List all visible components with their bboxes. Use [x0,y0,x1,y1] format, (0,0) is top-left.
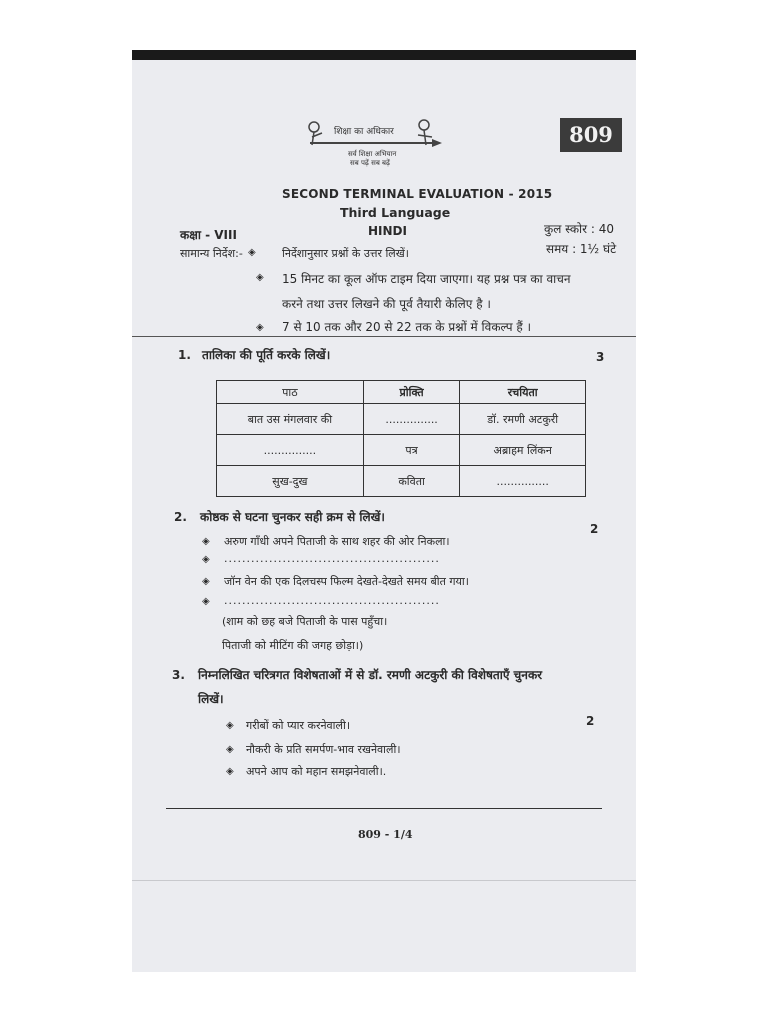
class-label: कक्षा - VIII [180,228,237,242]
instruction-item: करने तथा उत्तर लिखने की पूर्व तैयारी केलिए है । [282,297,491,311]
logo-slogan: शिक्षा का अधिकार [334,127,394,137]
bullet-icon: ◈ [226,766,234,777]
q3-item: गरीबों को प्यार करनेवाली। [246,719,350,732]
table-cell: कविता [363,466,460,497]
q2-options-line2: पिताजी को मीटिंग की जगह छोड़ा।) [222,639,364,652]
photographed-page [132,50,636,972]
footer-rule [166,808,602,809]
table-cell: ............... [460,466,586,497]
instruction-item: निर्देशानुसार प्रश्नों के उत्तर लिखें। [282,247,409,260]
bullet-icon: ◈ [226,744,234,755]
exam-sheet [132,60,636,972]
bullet-icon: ◈ [202,536,210,547]
logo-line2: सब पढ़ें सब बढ़ें [350,159,390,167]
time-allowed: समय : 1½ घंटे [546,242,617,256]
q3-text-line2: लिखें। [198,692,224,706]
table-row [217,404,586,435]
q3-item: नौकरी के प्रति समर्पण-भाव रखनेवाली। [246,743,401,756]
table-cell: ............... [363,404,460,435]
logo-line1: सर्व शिक्षा अभियान [348,150,397,158]
bullet-icon: ◈ [226,720,234,731]
instruction-item: 15 मिनट का कूल ऑफ टाइम दिया जाएगा। यह प्रश्न पत्र का वाचन [282,272,571,286]
table-cell: पत्र [363,435,460,466]
exam-title: SECOND TERMINAL EVALUATION - 2015 [282,187,553,201]
table-cell: बात उस मंगलवार की [217,404,364,435]
q3-item: अपने आप को महान समझनेवाली।. [246,765,387,778]
dark-top-edge [132,50,636,60]
q2-blank: ................................................ [224,594,440,607]
instruction-item: 7 से 10 तक और 20 से 22 तक के प्रश्नों में विकल्प हैं । [282,320,532,334]
rte-logo [292,115,452,175]
table-header: प्रोक्ति [363,381,460,404]
bullet-icon: ◈ [202,576,210,587]
table-cell: अब्राहम लिंकन [460,435,586,466]
table-cell: सुख-दुख [217,466,364,497]
q1-number: 1. [178,348,191,362]
table-row [217,466,586,497]
table-cell: डॉ. रमणी अटकुरी [460,404,586,435]
exam-subtitle: Third Language [340,205,451,220]
bullet-icon: ◈ [256,272,264,283]
q3-text-line1: निम्नलिखित चरित्रगत विशेषताओं में से डॉ. रमणी अटकुरी की विशेषताएँ चुनकर [198,668,543,682]
q2-blank: ................................................ [224,552,440,565]
table-header: पाठ [217,381,364,404]
bullet-icon: ◈ [256,322,264,333]
bullet-icon: ◈ [248,247,256,258]
q1-text: तालिका की पूर्ति करके लिखें। [202,348,331,362]
bullet-icon: ◈ [202,596,210,607]
q3-marks: 2 [586,714,595,728]
table-header: रचयिता [460,381,586,404]
page-fold-shadow [132,880,636,881]
q2-item: अरुण गाँधी अपने पिताजी के साथ शहर की ओर निकला। [224,535,450,548]
paper-code-badge: 809 [560,118,622,152]
table-header-row [217,381,586,404]
table-row [217,435,586,466]
bullet-icon: ◈ [202,554,210,565]
section-divider [132,336,636,337]
page-number: 809 - 1/4 [358,828,413,841]
q2-text: कोष्ठक से घटना चुनकर सही क्रम से लिखें। [200,510,385,524]
instructions-label: सामान्य निर्देश:- [180,247,243,260]
total-score: कुल स्कोर : 40 [544,222,615,236]
q2-item: जॉन वेन की एक दिलचस्प फिल्म देखते-देखते समय बीत गया। [224,575,469,588]
q1-table [216,380,586,497]
q2-marks: 2 [590,522,599,536]
q1-marks: 3 [596,350,605,364]
q2-number: 2. [174,510,187,524]
q2-options-line1: (शाम को छह बजे पिताजी के पास पहुँचा। [222,615,388,628]
q3-number: 3. [172,668,185,682]
subject-label: HINDI [368,224,407,238]
table-cell: ............... [217,435,364,466]
